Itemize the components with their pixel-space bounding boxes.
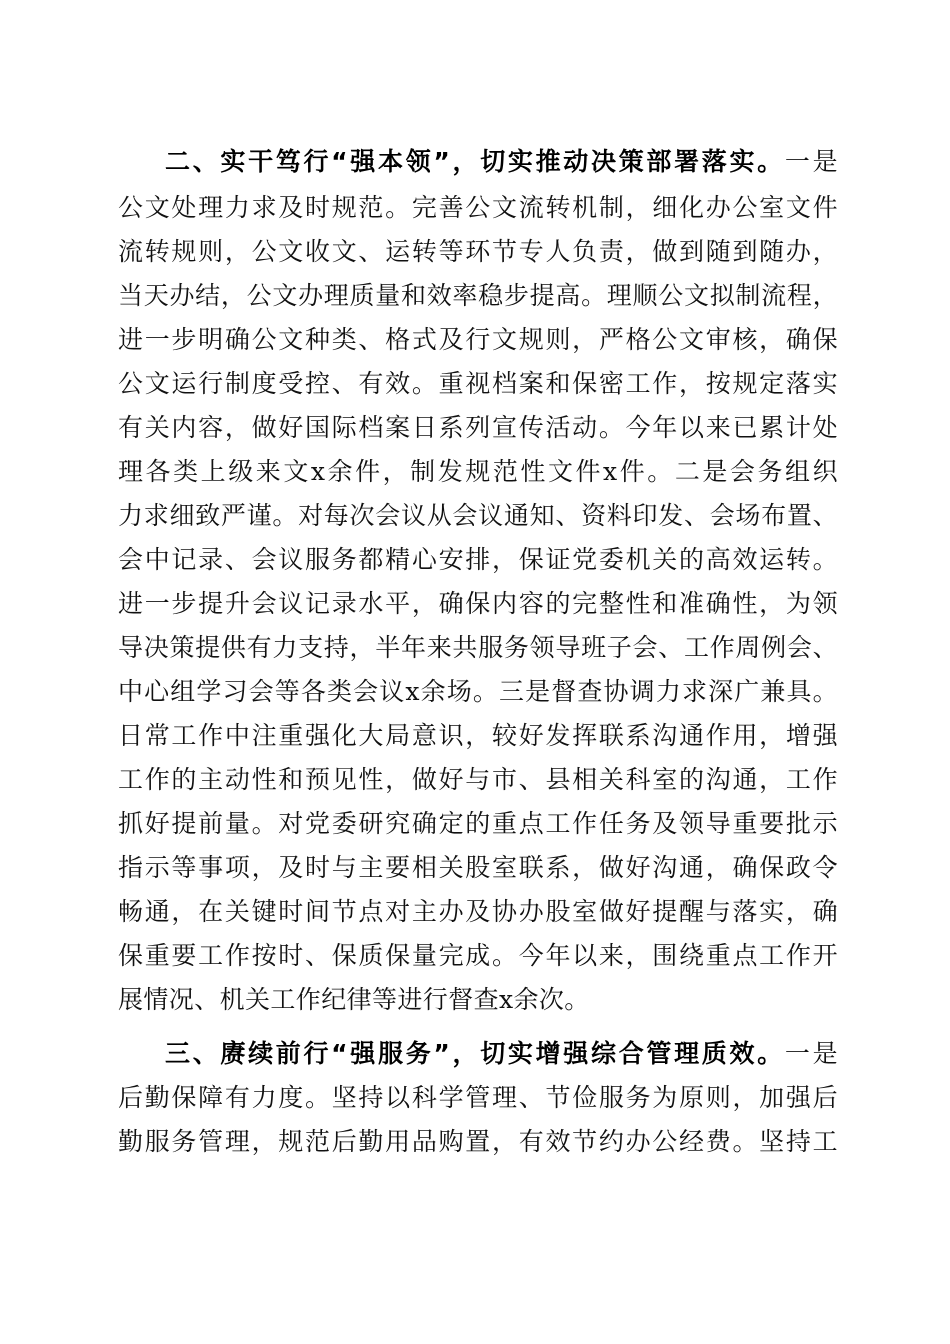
- section-2-line: 畅通，在关键时间节点对主办及协办股室做好提醒与落实，确: [118, 897, 838, 926]
- section-2-line: 会中记录、会议服务都精心安排，保证党委机关的高效运转。: [118, 545, 838, 574]
- section-2-line: 保重要工作按时、保质保量完成。今年以来，围绕重点工作开: [118, 941, 838, 970]
- section-2-first-line-rest: 一是: [784, 147, 838, 176]
- section-3-line: 勤服务管理，规范后勤用品购置，有效节约办公经费。坚持工: [118, 1127, 838, 1156]
- section-2-line: 进一步明确公文种类、格式及行文规则，严格公文审核，确保: [118, 325, 838, 354]
- section-2-line: 公文处理力求及时规范。完善公文流转机制，细化办公室文件: [118, 193, 838, 222]
- section-3-first-line-rest: 一是: [784, 1039, 838, 1068]
- section-2-heading: 二、实干笃行“强本领”，切实推动决策部署落实。: [165, 147, 785, 176]
- section-2-line: 力求细致严谨。对每次会议从会议通知、资料印发、会场布置、: [118, 501, 838, 530]
- section-2-line: 工作的主动性和预见性，做好与市、县相关科室的沟通，工作: [118, 765, 838, 794]
- section-3-heading: 三、赓续前行“强服务”，切实增强综合管理质效。: [165, 1039, 785, 1068]
- section-2-first-line: [165, 140, 838, 184]
- section-2-line: 理各类上级来文x余件，制发规范性文件x件。二是会务组织: [118, 457, 838, 486]
- section-3-line: 后勤保障有力度。坚持以科学管理、节俭服务为原则，加强后: [118, 1083, 838, 1112]
- section-2-line: 展情况、机关工作纪律等进行督查x余次。: [118, 985, 590, 1014]
- section-2-line: 有关内容，做好国际档案日系列宣传活动。今年以来已累计处: [118, 413, 838, 442]
- section-2-line: 当天办结，公文办理质量和效率稳步提高。理顺公文拟制流程，: [118, 281, 838, 310]
- section-2-line: 抓好提前量。对党委研究确定的重点工作任务及领导重要批示: [118, 809, 838, 838]
- section-2-line: 导决策提供有力支持，半年来共服务领导班子会、工作周例会、: [118, 633, 838, 662]
- section-2-line: 公文运行制度受控、有效。重视档案和保密工作，按规定落实: [118, 369, 838, 398]
- section-2-line: 指示等事项，及时与主要相关股室联系，做好沟通，确保政令: [118, 853, 838, 882]
- section-3-first-line: [165, 1032, 838, 1076]
- section-2-line: 进一步提升会议记录水平，确保内容的完整性和准确性，为领: [118, 589, 838, 618]
- section-2-line: 流转规则，公文收文、运转等环节专人负责，做到随到随办，: [118, 237, 838, 266]
- section-2-line: 日常工作中注重强化大局意识，较好发挥联系沟通作用，增强: [118, 721, 838, 750]
- section-2-line: 中心组学习会等各类会议x余场。三是督查协调力求深广兼具。: [118, 677, 838, 706]
